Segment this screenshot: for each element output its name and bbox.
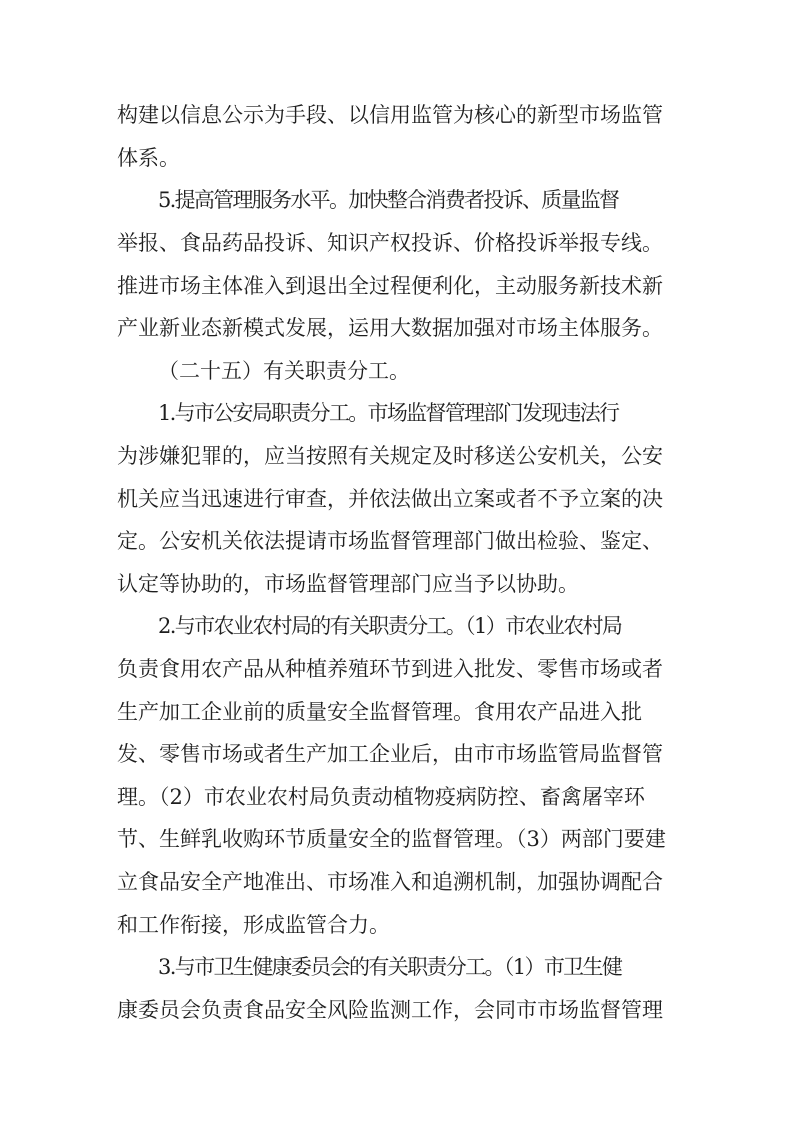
text-line: 理。（2）市农业农村局负责动植物疫病防控、畜禽屠宰环: [117, 785, 645, 809]
text-line: 构建以信息公示为手段、以信用监管为核心的新型市场监管: [117, 103, 663, 127]
section-heading: （二十五）有关职责分工。: [158, 359, 410, 383]
text-line: 体系。: [117, 146, 180, 170]
list-item-heading: 5.提高管理服务水平。加快整合消费者投诉、质量监督: [158, 188, 619, 212]
text-line: 发、零售市场或者生产加工企业后，由市市场监管局监督管: [117, 742, 663, 766]
text-line: 机关应当迅速进行审查，并依法做出立案或者不予立案的决: [117, 487, 663, 511]
text-line: 认定等协助的，市场监督管理部门应当予以协助。: [117, 572, 579, 596]
text-line: 节、生鲜乳收购环节质量安全的监督管理。（3）两部门要建: [117, 827, 666, 851]
list-item-heading: 2.与市农业农村局的有关职责分工。（1）市农业农村局: [158, 614, 622, 638]
text-line: 为涉嫌犯罪的，应当按照有关规定及时移送公安机关，公安: [117, 444, 663, 468]
text-line: 举报、食品药品投诉、知识产权投诉、价格投诉举报专线。: [117, 231, 663, 255]
list-item-heading: 1.与市公安局职责分工。市场监督管理部门发现违法行: [158, 401, 619, 425]
text-line: 推进市场主体准入到退出全过程便利化，主动服务新技术新: [117, 274, 663, 298]
text-line: 定。公安机关依法提请市场监督管理部门做出检验、鉴定、: [117, 529, 663, 553]
text-line: 和工作衔接，形成监管合力。: [117, 913, 390, 937]
text-line: 负责食用农产品从种植养殖环节到进入批发、零售市场或者: [117, 657, 663, 681]
text-line: 康委员会负责食品安全风险监测工作，会同市市场监督管理: [117, 998, 663, 1022]
list-item-heading: 3.与市卫生健康委员会的有关职责分工。（1）市卫生健: [158, 955, 622, 979]
text-line: 生产加工企业前的质量安全监督管理。食用农产品进入批: [117, 700, 642, 724]
text-line: 立食品安全产地准出、市场准入和追溯机制，加强协调配合: [117, 870, 663, 894]
text-line: 产业新业态新模式发展，运用大数据加强对市场主体服务。: [117, 316, 663, 340]
